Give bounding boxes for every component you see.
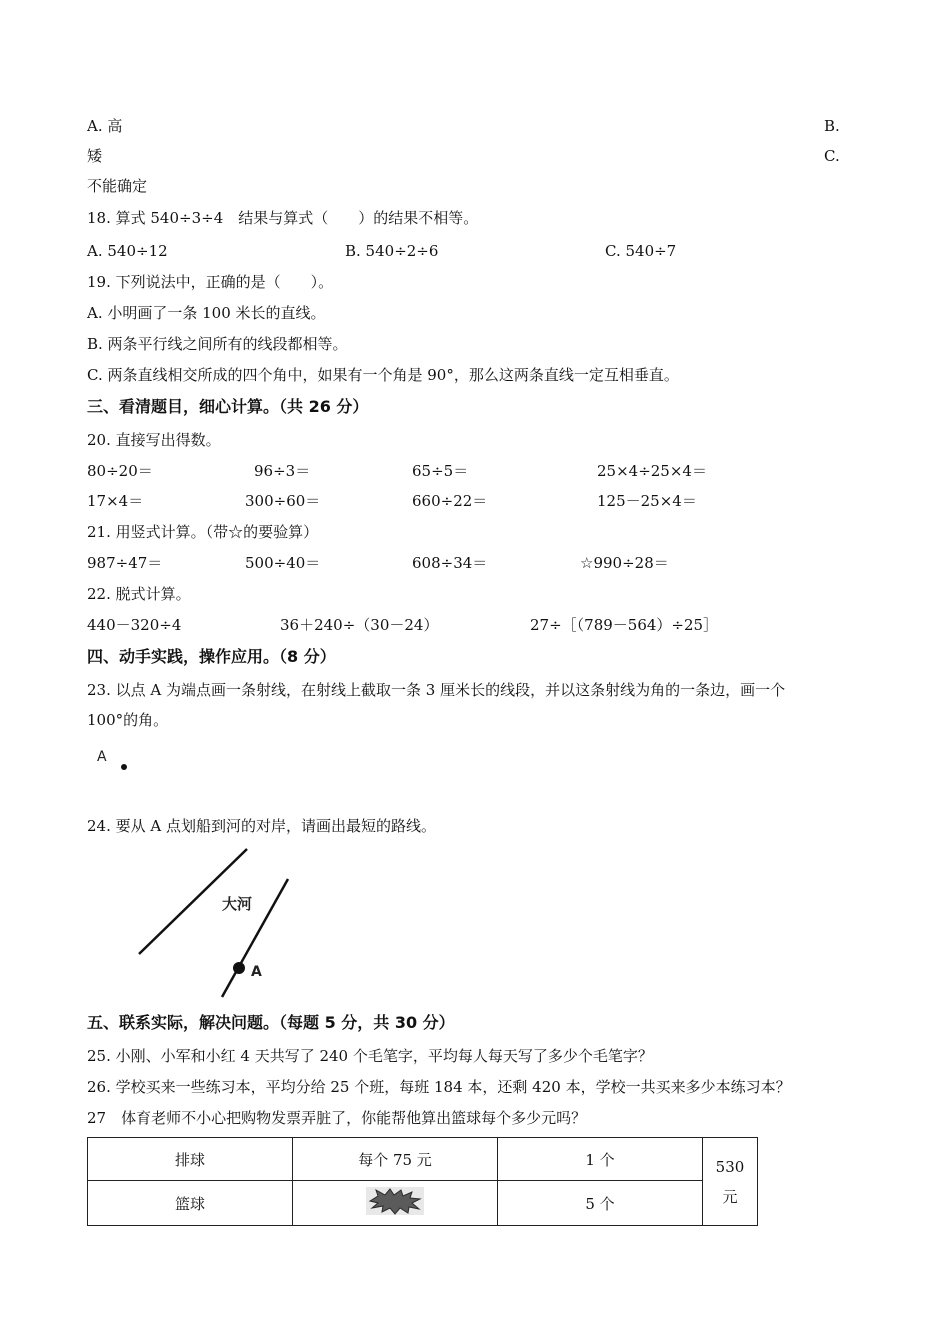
section5-title: 五、联系实际，解决问题。（每题 5 分，共 30 分） [87, 1013, 455, 1032]
q17-option-a: A. 高 [87, 117, 123, 135]
q20-item-1: 80÷20＝ [87, 462, 153, 480]
table-cell-volleyball-price: 每个 75 元 [293, 1138, 498, 1181]
table-cell-total [703, 1138, 758, 1226]
q21-item-4: ☆990÷28＝ [580, 554, 669, 572]
q20-stem: 20. 直接写出得数。 [87, 431, 221, 449]
q18-option-b: B. 540÷2÷6 [345, 242, 439, 260]
table-cell-volleyball: 排球 [88, 1138, 293, 1181]
river-point-a-label: A [251, 964, 262, 980]
q19-option-a: A. 小明画了一条 100 米长的直线。 [87, 304, 326, 322]
table-cell-basketball-price [293, 1181, 498, 1226]
point-a-figure [90, 742, 140, 778]
q26-text: 26. 学校买来一些练习本，平均分给 25 个班，每班 184 本，还剩 420 本，学校一共买来多少本练习本？ [87, 1078, 791, 1096]
q17-option-b-text: 矮 [87, 147, 103, 165]
q17-option-b: B. [824, 117, 840, 135]
q25-text: 25. 小刚、小军和小红 4 天共写了 240 个毛笔字，平均每人每天写了多少个毛笔字？ [87, 1047, 653, 1065]
q20-item-7: 660÷22＝ [412, 492, 488, 510]
invoice-table [87, 1137, 758, 1226]
river-label: 大河 [222, 895, 253, 913]
table-cell-basketball-count: 5 个 [498, 1181, 703, 1226]
q27-text: 27 体育老师不小心把购物发票弄脏了，你能帮他算出篮球每个多少元吗？ [87, 1109, 587, 1127]
river-figure [130, 845, 300, 1005]
q22-item-3: 27÷［（789－564）÷25］ [530, 616, 719, 634]
table-row [88, 1138, 758, 1181]
q20-item-8: 125－25×4＝ [597, 492, 697, 510]
point-a-dot [121, 764, 127, 770]
q22-item-1: 440－320÷4 [87, 616, 182, 634]
q18-stem: 18. 算式 540÷3÷4 结果与算式（ ）的结果不相等。 [87, 209, 479, 227]
q19-option-b: B. 两条平行线之间所有的线段都相等。 [87, 335, 348, 353]
table-row [88, 1181, 758, 1226]
q17-option-c-text: 不能确定 [87, 177, 148, 195]
q24-text: 24. 要从 A 点划船到河的对岸，请画出最短的路线。 [87, 817, 436, 835]
q21-stem: 21. 用竖式计算。（带☆的要验算） [87, 523, 319, 541]
river-point-a-dot [233, 962, 245, 974]
q22-item-2: 36＋240÷（30－24） [280, 616, 439, 634]
total-amount: 530 [715, 1157, 745, 1176]
q19-stem: 19. 下列说法中，正确的是（ ）。 [87, 273, 334, 291]
q23-text-line2: 100°的角。 [87, 711, 169, 729]
q22-stem: 22. 脱式计算。 [87, 585, 191, 603]
q23-text-line1: 23. 以点 A 为端点画一条射线，在射线上截取一条 3 厘米长的线段，并以这条射线为角的一条边，画一个 [87, 681, 786, 699]
total-unit: 元 [722, 1187, 738, 1206]
q21-item-2: 500÷40＝ [245, 554, 321, 572]
q21-item-1: 987÷47＝ [87, 554, 163, 572]
section4-title: 四、动手实践，操作应用。（8 分） [87, 647, 336, 666]
q18-option-c: C. 540÷7 [605, 242, 677, 260]
q20-item-3: 65÷5＝ [412, 462, 469, 480]
q17-option-c: C. [824, 147, 840, 165]
section3-title: 三、看清题目，细心计算。（共 26 分） [87, 397, 369, 416]
smudge-stain-icon [366, 1187, 424, 1215]
q20-item-4: 25×4÷25×4＝ [597, 462, 707, 480]
q20-item-2: 96÷3＝ [254, 462, 311, 480]
point-a-label: A [97, 749, 107, 765]
q19-option-c: C. 两条直线相交所成的四个角中，如果有一个角是 90°，那么这两条直线一定互相垂直。 [87, 366, 679, 384]
table-cell-basketball: 篮球 [88, 1181, 293, 1226]
q21-item-3: 608÷34＝ [412, 554, 488, 572]
q20-item-6: 300÷60＝ [245, 492, 321, 510]
table-cell-volleyball-count: 1 个 [498, 1138, 703, 1181]
q18-option-a: A. 540÷12 [87, 242, 168, 260]
q20-item-5: 17×4＝ [87, 492, 144, 510]
